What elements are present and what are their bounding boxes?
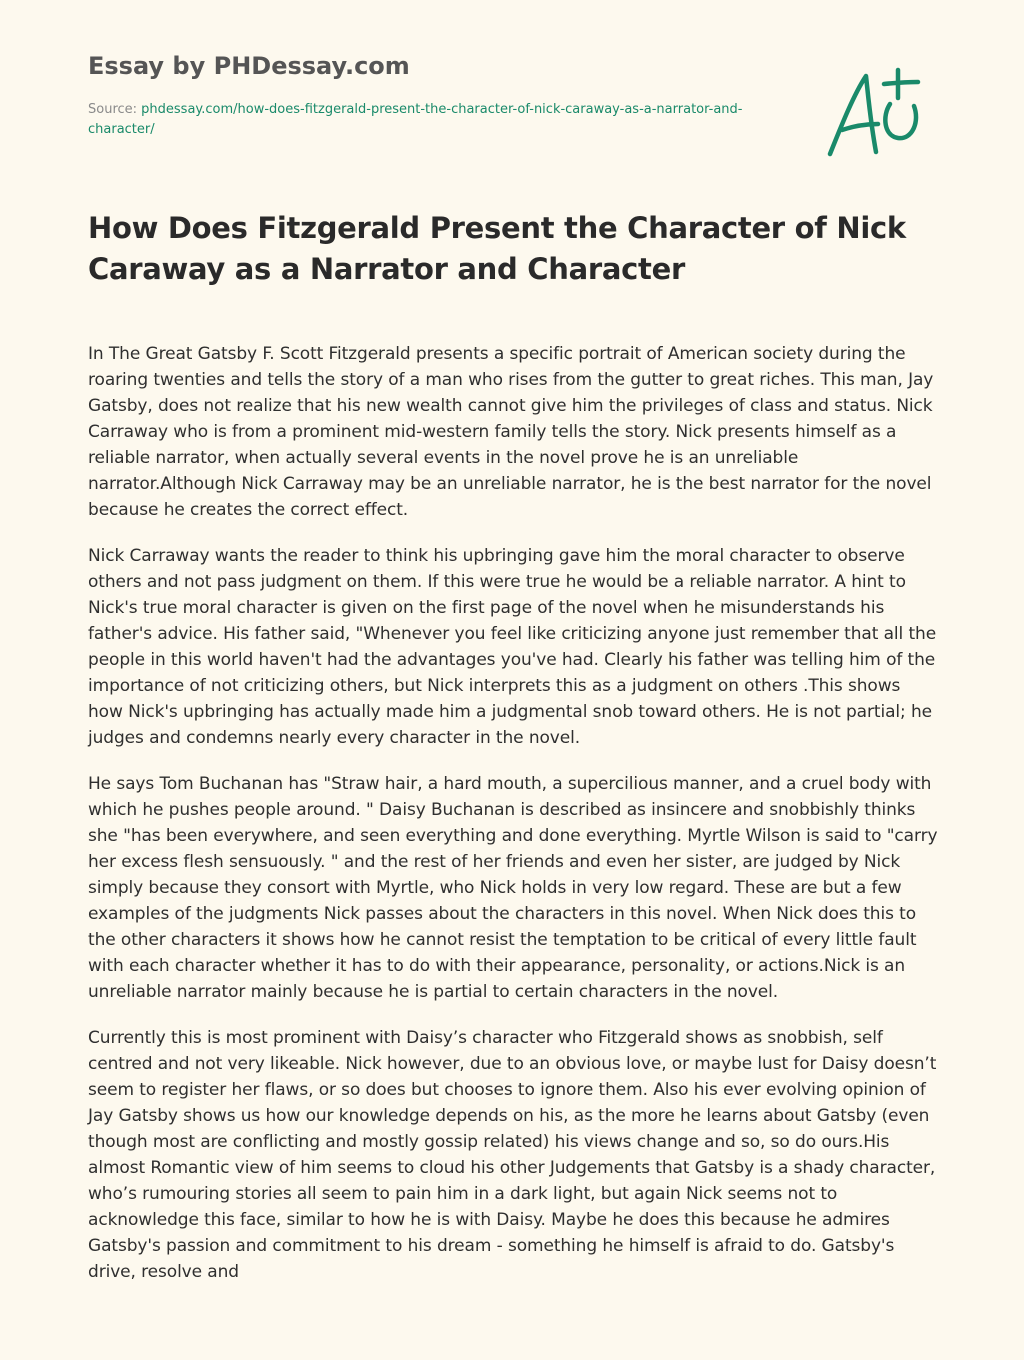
- article-title: How Does Fitzgerald Present the Character of Nick Caraway as a Narrator and Character: [88, 211, 906, 286]
- paragraph: Currently this is most prominent with Daisy’s character who Fitzgerald shows as snobbish, self centred and not very likeable. Nick however, due to an obvious love, or maybe lust for Daisy doesn’t seem to register her flaws, or so does but chooses to ignore them. Also his ever evolving opinion of Jay Gatsby shows us how our knowledge depends on his, as the more he learns about Gatsby (even though most are conflicting and mostly gossip related) his views change and so, so do ours.His almost Romantic view of him seems to cloud his other Judgements that Gatsby is a shady character, who’s rumouring stories all seem to pain him in a dark light, but again Nick seems not to acknowledge this face, similar to how he is with Daisy. Maybe he does this because he admires Gatsby's passion and commitment to his dream - something he himself is afraid to do. Gatsby's drive, resolve and: [88, 1028, 937, 1282]
- site-brand[interactable]: Essay by PHDessay.com: [88, 52, 410, 80]
- a-plus-logo-icon: [820, 64, 930, 164]
- source-link[interactable]: phdessay.com/how-does-fitzgerald-present-the-character-of-nick-caraway-as-a-narrator-and-character/: [88, 102, 743, 137]
- source-line: [88, 100, 788, 140]
- paragraph: In The Great Gatsby F. Scott Fitzgerald presents a specific portrait of American society during the roaring twenties and tells the story of a man who rises from the gutter to great riches. This man, Jay Gatsby, does not realize that his new wealth cannot give him the privileges of class and status. Nick Carraway who is from a prominent mid-western family tells the story. Nick presents himself as a reliable narrator, when actually several events in the novel prove he is an unreliable narrator.Although Nick Carraway may be an unreliable narrator, he is the best narrator for the novel because he creates the correct effect.: [88, 344, 934, 520]
- site-header: [88, 48, 788, 140]
- article: [88, 208, 938, 1305]
- source-label: Source:: [88, 102, 142, 117]
- paragraph: He says Tom Buchanan has "Straw hair, a hard mouth, a supercilious manner, and a cruel body with which he pushes people around. " Daisy Buchanan is described as insincere and snobbishly thinks she "has been everywhere, and seen everything and done everything. Myrtle Wilson is said to "carry her excess flesh sensuously. " and the rest of her friends and even her sister, are judged by Nick simply because they consort with Myrtle, who Nick holds in very low regard. These are but a few examples of the judgments Nick passes about the characters in this novel. When Nick does this to the other characters it shows how he cannot resist the temptation to be critical of every little fault with each character whether it has to do with their appearance, personality, or actions.Nick is an unreliable narrator mainly because he is partial to certain characters in the novel.: [88, 774, 938, 1002]
- paragraph: Nick Carraway wants the reader to think his upbringing gave him the moral character to observe others and not pass judgment on them. If this were true he would be a reliable narrator. A hint to Nick's true moral character is given on the first page of the novel when he misunderstands his father's advice. His father said, "Whenever you feel like criticizing anyone just remember that all the people in this world haven't had the advantages you've had. Clearly his father was telling him of the importance of not criticizing others, but Nick interprets this as a judgment on others .This shows how Nick's upbringing has actually made him a judgmental snob toward others. He is not partial; he judges and condemns nearly every character in the novel.: [88, 546, 937, 748]
